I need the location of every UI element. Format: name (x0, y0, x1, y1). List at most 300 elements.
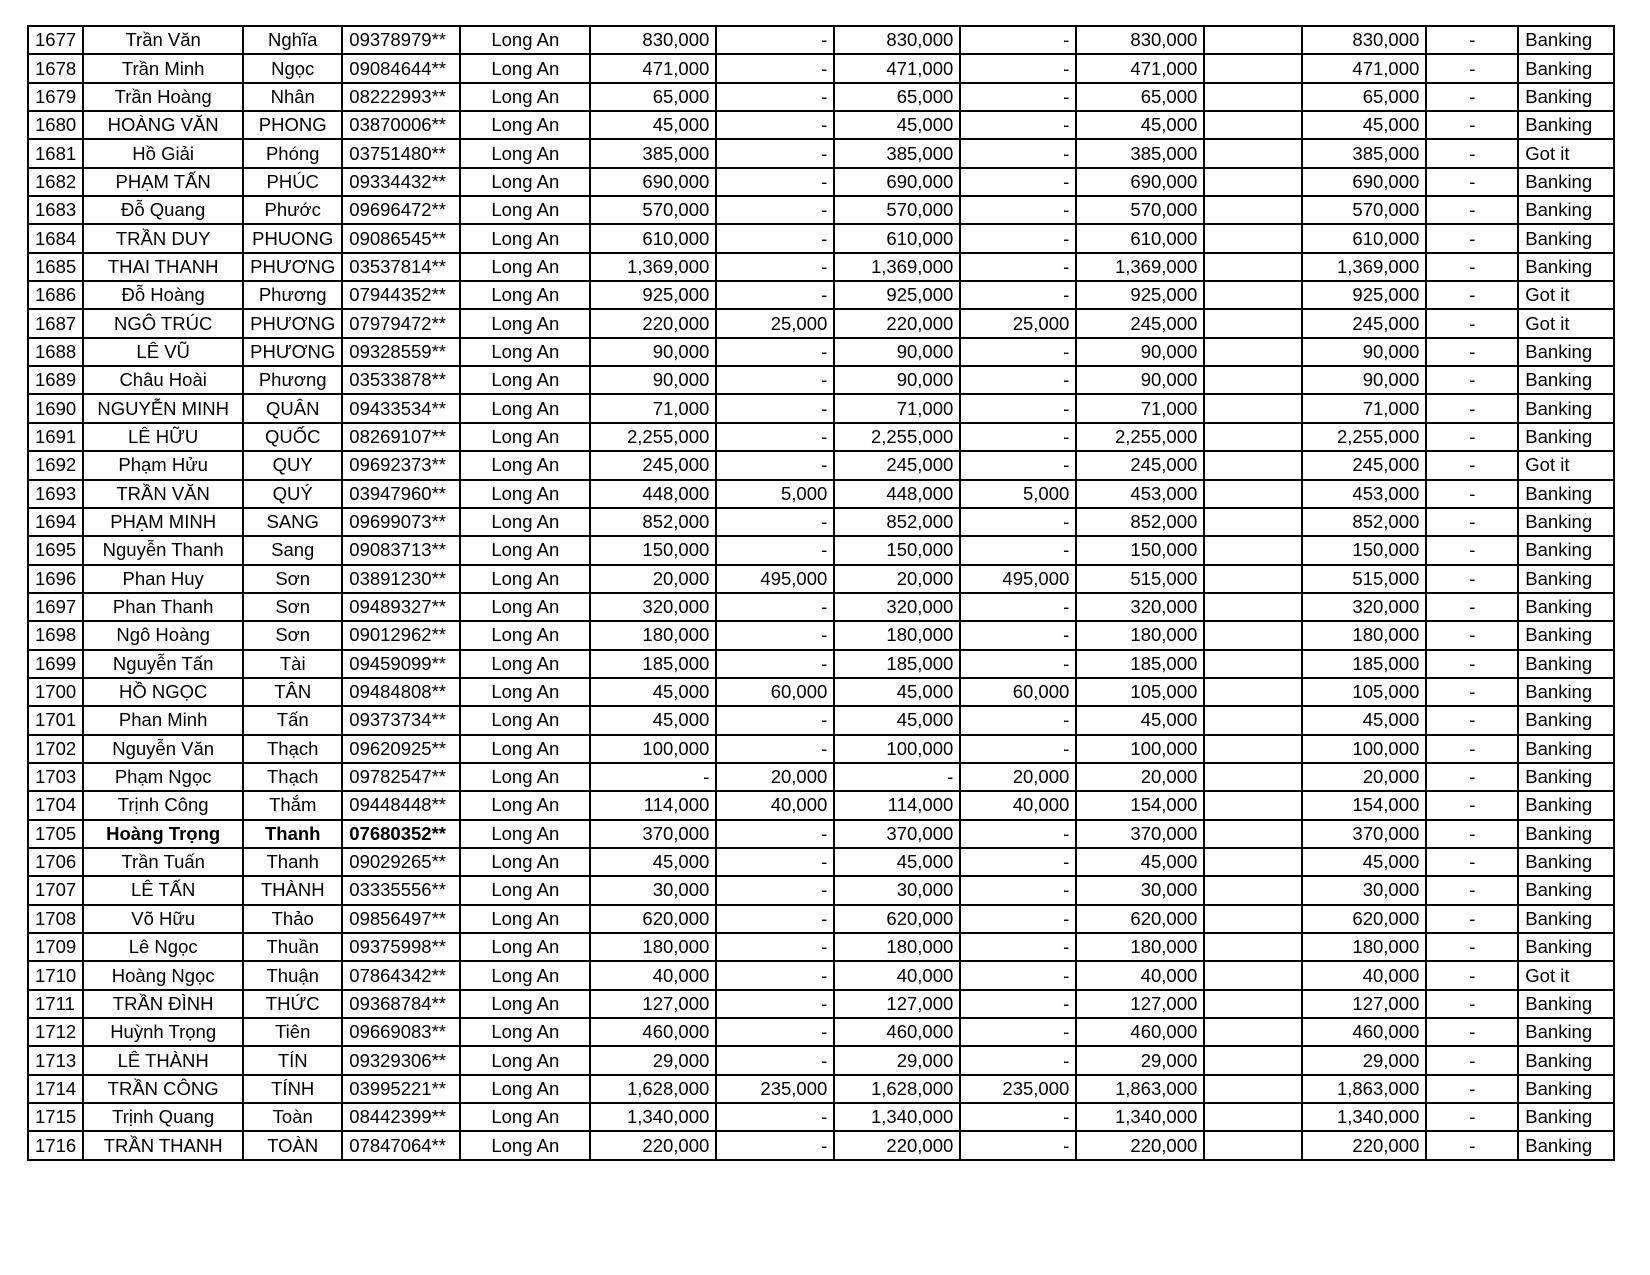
remaining-cell: - (1426, 139, 1518, 167)
given-name-cell: Thanh (243, 848, 342, 876)
amount-4-cell: - (960, 735, 1076, 763)
table-row (28, 1075, 1614, 1103)
blank-cell-cell (1204, 54, 1302, 82)
amount-1-cell: 45,000 (590, 678, 716, 706)
total-amount-cell: 127,000 (1076, 990, 1204, 1018)
blank-cell-cell (1204, 876, 1302, 904)
province-cell: Long An (460, 309, 590, 337)
blank-cell-cell (1204, 536, 1302, 564)
payment-method-cell: Got it (1518, 309, 1614, 337)
remaining-cell: - (1426, 1018, 1518, 1046)
row-number-cell: 1712 (28, 1018, 83, 1046)
paid-amount-cell: 180,000 (1302, 621, 1426, 649)
remaining-cell: - (1426, 565, 1518, 593)
payment-method-cell: Banking (1518, 1018, 1614, 1046)
province-cell: Long An (460, 1075, 590, 1103)
payment-method-cell: Got it (1518, 961, 1614, 989)
table-row (28, 1046, 1614, 1074)
given-name-cell: Thanh (243, 820, 342, 848)
phone-masked-cell: 07680352** (342, 820, 460, 848)
family-middle-name-cell: Trịnh Công (83, 791, 243, 819)
total-amount-cell: 245,000 (1076, 309, 1204, 337)
phone-masked-cell: 07847064** (342, 1131, 460, 1159)
blank-cell-cell (1204, 281, 1302, 309)
amount-4-cell: - (960, 876, 1076, 904)
province-cell: Long An (460, 791, 590, 819)
amount-2-cell: - (716, 933, 834, 961)
payment-method-cell: Banking (1518, 196, 1614, 224)
amount-2-cell: - (716, 820, 834, 848)
amount-2-cell: - (716, 196, 834, 224)
paid-amount-cell: 610,000 (1302, 224, 1426, 252)
remaining-cell: - (1426, 763, 1518, 791)
blank-cell-cell (1204, 990, 1302, 1018)
paid-amount-cell: 690,000 (1302, 168, 1426, 196)
total-amount-cell: 29,000 (1076, 1046, 1204, 1074)
paid-amount-cell: 852,000 (1302, 508, 1426, 536)
phone-masked-cell: 09368784** (342, 990, 460, 1018)
payment-method-cell: Banking (1518, 1046, 1614, 1074)
amount-2-cell: 5,000 (716, 480, 834, 508)
blank-cell-cell (1204, 394, 1302, 422)
amount-1-cell: 245,000 (590, 451, 716, 479)
remaining-cell: - (1426, 83, 1518, 111)
given-name-cell: Nghĩa (243, 26, 342, 54)
amount-2-cell: 495,000 (716, 565, 834, 593)
amount-2-cell: 25,000 (716, 309, 834, 337)
amount-4-cell: 235,000 (960, 1075, 1076, 1103)
total-amount-cell: 65,000 (1076, 83, 1204, 111)
amount-4-cell: - (960, 224, 1076, 252)
amount-2-cell: - (716, 1103, 834, 1131)
row-number-cell: 1698 (28, 621, 83, 649)
table-row (28, 111, 1614, 139)
amount-4-cell: - (960, 820, 1076, 848)
row-number-cell: 1684 (28, 224, 83, 252)
remaining-cell: - (1426, 990, 1518, 1018)
remaining-cell: - (1426, 621, 1518, 649)
phone-masked-cell: 08222993** (342, 83, 460, 111)
amount-3-cell: 65,000 (834, 83, 960, 111)
amount-1-cell: 100,000 (590, 735, 716, 763)
amount-2-cell: - (716, 508, 834, 536)
remaining-cell: - (1426, 253, 1518, 281)
phone-masked-cell: 09373734** (342, 706, 460, 734)
phone-masked-cell: 07979472** (342, 309, 460, 337)
table-row (28, 168, 1614, 196)
amount-4-cell: - (960, 905, 1076, 933)
phone-masked-cell: 09329306** (342, 1046, 460, 1074)
paid-amount-cell: 154,000 (1302, 791, 1426, 819)
given-name-cell: TÂN (243, 678, 342, 706)
blank-cell-cell (1204, 565, 1302, 593)
table-row (28, 1131, 1614, 1159)
blank-cell-cell (1204, 706, 1302, 734)
remaining-cell: - (1426, 508, 1518, 536)
amount-3-cell: 690,000 (834, 168, 960, 196)
amount-4-cell: - (960, 1018, 1076, 1046)
blank-cell-cell (1204, 961, 1302, 989)
table-row (28, 480, 1614, 508)
amount-2-cell: - (716, 139, 834, 167)
blank-cell-cell (1204, 1103, 1302, 1131)
table-row (28, 309, 1614, 337)
amount-2-cell: - (716, 706, 834, 734)
paid-amount-cell: 71,000 (1302, 394, 1426, 422)
amount-1-cell: 180,000 (590, 621, 716, 649)
blank-cell-cell (1204, 366, 1302, 394)
province-cell: Long An (460, 621, 590, 649)
amount-1-cell: 370,000 (590, 820, 716, 848)
amount-4-cell: - (960, 593, 1076, 621)
blank-cell-cell (1204, 111, 1302, 139)
amount-3-cell: 100,000 (834, 735, 960, 763)
given-name-cell: Thuận (243, 961, 342, 989)
family-middle-name-cell: TRẦN ĐÌNH (83, 990, 243, 1018)
paid-amount-cell: 620,000 (1302, 905, 1426, 933)
amount-4-cell: - (960, 83, 1076, 111)
row-number-cell: 1699 (28, 650, 83, 678)
amount-4-cell: - (960, 961, 1076, 989)
phone-masked-cell: 03891230** (342, 565, 460, 593)
given-name-cell: TÍNH (243, 1075, 342, 1103)
blank-cell-cell (1204, 1075, 1302, 1103)
amount-4-cell: 25,000 (960, 309, 1076, 337)
amount-4-cell: - (960, 26, 1076, 54)
amount-3-cell: 1,369,000 (834, 253, 960, 281)
row-number-cell: 1707 (28, 876, 83, 904)
paid-amount-cell: 1,369,000 (1302, 253, 1426, 281)
province-cell: Long An (460, 593, 590, 621)
family-middle-name-cell: Phan Huy (83, 565, 243, 593)
family-middle-name-cell: PHẠM TẤN (83, 168, 243, 196)
remaining-cell: - (1426, 933, 1518, 961)
amount-1-cell: 71,000 (590, 394, 716, 422)
province-cell: Long An (460, 961, 590, 989)
total-amount-cell: 30,000 (1076, 876, 1204, 904)
amount-2-cell: - (716, 735, 834, 763)
amount-2-cell: - (716, 650, 834, 678)
province-cell: Long An (460, 196, 590, 224)
phone-masked-cell: 09378979** (342, 26, 460, 54)
blank-cell-cell (1204, 1018, 1302, 1046)
family-middle-name-cell: Châu Hoài (83, 366, 243, 394)
paid-amount-cell: 30,000 (1302, 876, 1426, 904)
given-name-cell: QUỐC (243, 423, 342, 451)
amount-1-cell: 925,000 (590, 281, 716, 309)
table-row (28, 1103, 1614, 1131)
family-middle-name-cell: Võ Hữu (83, 905, 243, 933)
paid-amount-cell: 40,000 (1302, 961, 1426, 989)
amount-2-cell: - (716, 224, 834, 252)
amount-2-cell: 235,000 (716, 1075, 834, 1103)
phone-masked-cell: 09489327** (342, 593, 460, 621)
given-name-cell: PHONG (243, 111, 342, 139)
given-name-cell: Phóng (243, 139, 342, 167)
amount-4-cell: - (960, 933, 1076, 961)
table-row (28, 139, 1614, 167)
province-cell: Long An (460, 876, 590, 904)
table-row (28, 224, 1614, 252)
total-amount-cell: 385,000 (1076, 139, 1204, 167)
row-number-cell: 1695 (28, 536, 83, 564)
paid-amount-cell: 185,000 (1302, 650, 1426, 678)
amount-2-cell: 60,000 (716, 678, 834, 706)
given-name-cell: THÀNH (243, 876, 342, 904)
province-cell: Long An (460, 565, 590, 593)
total-amount-cell: 154,000 (1076, 791, 1204, 819)
amount-3-cell: 245,000 (834, 451, 960, 479)
phone-masked-cell: 09012962** (342, 621, 460, 649)
amount-4-cell: - (960, 706, 1076, 734)
given-name-cell: PHÚC (243, 168, 342, 196)
amount-2-cell: - (716, 593, 834, 621)
paid-amount-cell: 150,000 (1302, 536, 1426, 564)
row-number-cell: 1704 (28, 791, 83, 819)
family-middle-name-cell: HOÀNG VĂN (83, 111, 243, 139)
paid-amount-cell: 570,000 (1302, 196, 1426, 224)
amount-2-cell: - (716, 423, 834, 451)
amount-3-cell: 185,000 (834, 650, 960, 678)
given-name-cell: Phương (243, 281, 342, 309)
amount-4-cell: - (960, 394, 1076, 422)
phone-masked-cell: 08442399** (342, 1103, 460, 1131)
family-middle-name-cell: Trần Văn (83, 26, 243, 54)
family-middle-name-cell: Đỗ Quang (83, 196, 243, 224)
given-name-cell: Thạch (243, 735, 342, 763)
blank-cell-cell (1204, 1131, 1302, 1159)
phone-masked-cell: 09086545** (342, 224, 460, 252)
province-cell: Long An (460, 933, 590, 961)
amount-1-cell: 460,000 (590, 1018, 716, 1046)
payment-method-cell: Got it (1518, 451, 1614, 479)
amount-3-cell: 1,628,000 (834, 1075, 960, 1103)
paid-amount-cell: 453,000 (1302, 480, 1426, 508)
amount-4-cell: - (960, 536, 1076, 564)
remaining-cell: - (1426, 1131, 1518, 1159)
amount-1-cell: 127,000 (590, 990, 716, 1018)
given-name-cell: Sơn (243, 565, 342, 593)
table-row (28, 196, 1614, 224)
payment-table (27, 25, 1615, 1161)
remaining-cell: - (1426, 338, 1518, 366)
paid-amount-cell: 29,000 (1302, 1046, 1426, 1074)
blank-cell-cell (1204, 196, 1302, 224)
phone-masked-cell: 03870006** (342, 111, 460, 139)
family-middle-name-cell: Huỳnh Trọng (83, 1018, 243, 1046)
total-amount-cell: 90,000 (1076, 366, 1204, 394)
phone-masked-cell: 09484808** (342, 678, 460, 706)
total-amount-cell: 690,000 (1076, 168, 1204, 196)
province-cell: Long An (460, 480, 590, 508)
amount-4-cell: 20,000 (960, 763, 1076, 791)
amount-1-cell: 65,000 (590, 83, 716, 111)
given-name-cell: Phước (243, 196, 342, 224)
amount-3-cell: 45,000 (834, 848, 960, 876)
row-number-cell: 1682 (28, 168, 83, 196)
payment-method-cell: Banking (1518, 565, 1614, 593)
amount-2-cell: - (716, 111, 834, 139)
amount-3-cell: 45,000 (834, 678, 960, 706)
family-middle-name-cell: LÊ THÀNH (83, 1046, 243, 1074)
amount-3-cell: 29,000 (834, 1046, 960, 1074)
blank-cell-cell (1204, 791, 1302, 819)
amount-1-cell: 620,000 (590, 905, 716, 933)
row-number-cell: 1685 (28, 253, 83, 281)
given-name-cell: Thắm (243, 791, 342, 819)
province-cell: Long An (460, 1018, 590, 1046)
province-cell: Long An (460, 763, 590, 791)
payment-method-cell: Banking (1518, 621, 1614, 649)
province-cell: Long An (460, 224, 590, 252)
phone-masked-cell: 09699073** (342, 508, 460, 536)
given-name-cell: QUÝ (243, 480, 342, 508)
amount-3-cell: 370,000 (834, 820, 960, 848)
amount-3-cell: 2,255,000 (834, 423, 960, 451)
amount-3-cell: 45,000 (834, 706, 960, 734)
remaining-cell: - (1426, 791, 1518, 819)
paid-amount-cell: 245,000 (1302, 309, 1426, 337)
phone-masked-cell: 09692373** (342, 451, 460, 479)
total-amount-cell: 245,000 (1076, 451, 1204, 479)
table-row (28, 905, 1614, 933)
province-cell: Long An (460, 111, 590, 139)
family-middle-name-cell: Phạm Hửu (83, 451, 243, 479)
phone-masked-cell: 09459099** (342, 650, 460, 678)
total-amount-cell: 20,000 (1076, 763, 1204, 791)
phone-masked-cell: 09669083** (342, 1018, 460, 1046)
phone-masked-cell: 09029265** (342, 848, 460, 876)
blank-cell-cell (1204, 820, 1302, 848)
province-cell: Long An (460, 650, 590, 678)
amount-1-cell: 30,000 (590, 876, 716, 904)
amount-1-cell: 1,340,000 (590, 1103, 716, 1131)
row-number-cell: 1677 (28, 26, 83, 54)
given-name-cell: Sang (243, 536, 342, 564)
row-number-cell: 1680 (28, 111, 83, 139)
phone-masked-cell: 09433534** (342, 394, 460, 422)
amount-1-cell: 40,000 (590, 961, 716, 989)
amount-1-cell: 2,255,000 (590, 423, 716, 451)
amount-3-cell: 30,000 (834, 876, 960, 904)
row-number-cell: 1706 (28, 848, 83, 876)
province-cell: Long An (460, 54, 590, 82)
blank-cell-cell (1204, 848, 1302, 876)
row-number-cell: 1703 (28, 763, 83, 791)
province-cell: Long An (460, 735, 590, 763)
province-cell: Long An (460, 423, 590, 451)
payment-method-cell: Banking (1518, 1131, 1614, 1159)
remaining-cell: - (1426, 961, 1518, 989)
paid-amount-cell: 45,000 (1302, 706, 1426, 734)
amount-3-cell: 20,000 (834, 565, 960, 593)
total-amount-cell: 40,000 (1076, 961, 1204, 989)
family-middle-name-cell: Trần Minh (83, 54, 243, 82)
given-name-cell: Ngọc (243, 54, 342, 82)
remaining-cell: - (1426, 281, 1518, 309)
amount-4-cell: - (960, 451, 1076, 479)
table-row (28, 990, 1614, 1018)
row-number-cell: 1679 (28, 83, 83, 111)
table-row (28, 933, 1614, 961)
blank-cell-cell (1204, 224, 1302, 252)
amount-1-cell: 220,000 (590, 309, 716, 337)
family-middle-name-cell: LÊ VŨ (83, 338, 243, 366)
amount-1-cell: 610,000 (590, 224, 716, 252)
province-cell: Long An (460, 1046, 590, 1074)
amount-1-cell: 471,000 (590, 54, 716, 82)
amount-3-cell: - (834, 763, 960, 791)
amount-2-cell: - (716, 961, 834, 989)
remaining-cell: - (1426, 678, 1518, 706)
given-name-cell: TÍN (243, 1046, 342, 1074)
total-amount-cell: 45,000 (1076, 848, 1204, 876)
given-name-cell: Tấn (243, 706, 342, 734)
row-number-cell: 1689 (28, 366, 83, 394)
total-amount-cell: 45,000 (1076, 111, 1204, 139)
family-middle-name-cell: Hồ Giải (83, 139, 243, 167)
amount-4-cell: 495,000 (960, 565, 1076, 593)
paid-amount-cell: 127,000 (1302, 990, 1426, 1018)
payment-method-cell: Banking (1518, 168, 1614, 196)
total-amount-cell: 105,000 (1076, 678, 1204, 706)
given-name-cell: Tiên (243, 1018, 342, 1046)
phone-masked-cell: 09782547** (342, 763, 460, 791)
amount-3-cell: 150,000 (834, 536, 960, 564)
family-middle-name-cell: LÊ TẤN (83, 876, 243, 904)
amount-2-cell: - (716, 451, 834, 479)
amount-4-cell: - (960, 423, 1076, 451)
given-name-cell: PHUONG (243, 224, 342, 252)
table-row (28, 54, 1614, 82)
amount-1-cell: 114,000 (590, 791, 716, 819)
remaining-cell: - (1426, 706, 1518, 734)
amount-4-cell: - (960, 1103, 1076, 1131)
payment-method-cell: Banking (1518, 508, 1614, 536)
amount-3-cell: 471,000 (834, 54, 960, 82)
table-row (28, 678, 1614, 706)
row-number-cell: 1678 (28, 54, 83, 82)
amount-3-cell: 830,000 (834, 26, 960, 54)
row-number-cell: 1683 (28, 196, 83, 224)
amount-1-cell: 690,000 (590, 168, 716, 196)
amount-4-cell: 40,000 (960, 791, 1076, 819)
payment-method-cell: Banking (1518, 650, 1614, 678)
amount-2-cell: - (716, 281, 834, 309)
phone-masked-cell: 09084644** (342, 54, 460, 82)
blank-cell-cell (1204, 735, 1302, 763)
payment-method-cell: Banking (1518, 394, 1614, 422)
amount-4-cell: - (960, 650, 1076, 678)
amount-1-cell: 320,000 (590, 593, 716, 621)
remaining-cell: - (1426, 848, 1518, 876)
province-cell: Long An (460, 338, 590, 366)
blank-cell-cell (1204, 338, 1302, 366)
amount-2-cell: - (716, 536, 834, 564)
remaining-cell: - (1426, 593, 1518, 621)
family-middle-name-cell: TRẦN DUY (83, 224, 243, 252)
row-number-cell: 1696 (28, 565, 83, 593)
row-number-cell: 1701 (28, 706, 83, 734)
payment-method-cell: Banking (1518, 735, 1614, 763)
given-name-cell: Phương (243, 366, 342, 394)
amount-4-cell: - (960, 111, 1076, 139)
given-name-cell: TOÀN (243, 1131, 342, 1159)
amount-4-cell: - (960, 253, 1076, 281)
row-number-cell: 1714 (28, 1075, 83, 1103)
remaining-cell: - (1426, 536, 1518, 564)
amount-3-cell: 127,000 (834, 990, 960, 1018)
